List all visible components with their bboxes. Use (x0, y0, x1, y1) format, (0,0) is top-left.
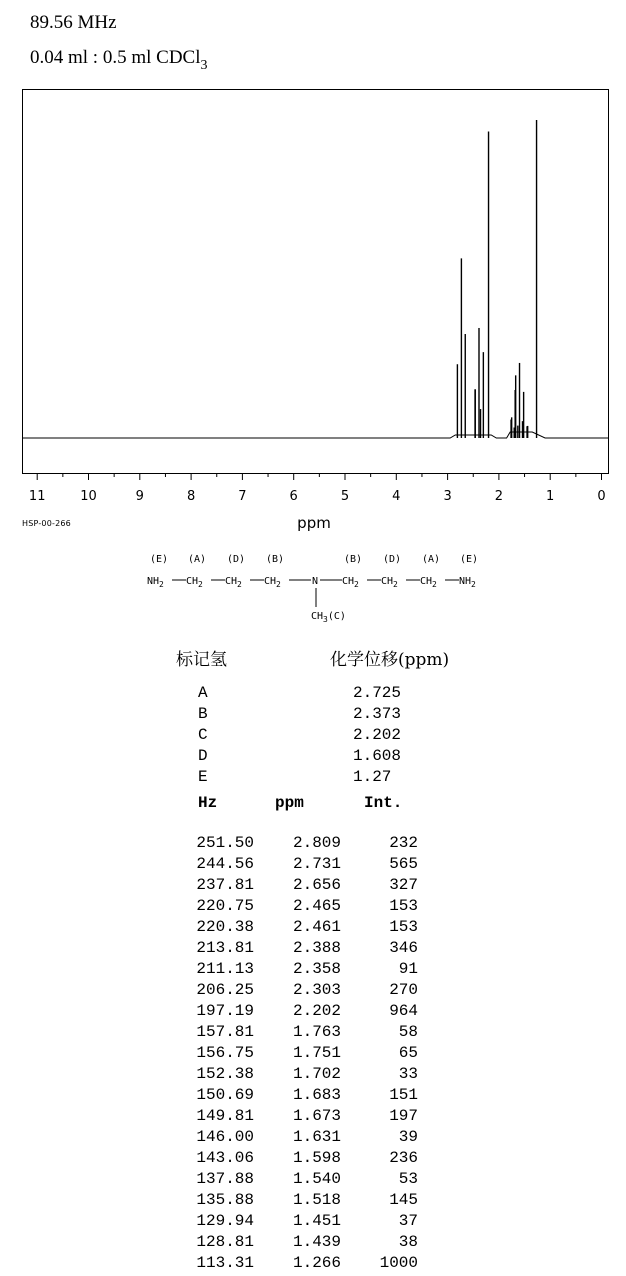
assignment-shift: 1.608 (353, 747, 402, 765)
peak-row (0, 960, 626, 981)
peak-row (0, 1254, 626, 1275)
spectrum-baseline (23, 432, 608, 438)
peak-row (0, 1149, 626, 1170)
peak-int: 153 (389, 918, 418, 936)
peak-row (0, 855, 626, 876)
peak-row (0, 1065, 626, 1086)
peak-ppm: 1.540 (292, 1170, 341, 1188)
label-d-right: (D) (383, 554, 402, 565)
peak-row (0, 1170, 626, 1191)
peak-hz: 237.81 (196, 876, 254, 894)
sample-subscript: 3 (200, 58, 208, 73)
peak-ppm: 2.202 (292, 1002, 341, 1020)
peak-hz: 220.75 (196, 897, 254, 915)
header-ppm: ppm (275, 794, 304, 812)
peak-int: 151 (389, 1086, 418, 1104)
tick-label: 5 (340, 489, 350, 504)
assignment-shift: 2.725 (353, 684, 402, 702)
tick-label: 0 (597, 489, 606, 504)
peak-row (0, 1212, 626, 1233)
peak-hz: 128.81 (196, 1233, 254, 1251)
peak-int: 58 (398, 1023, 418, 1041)
assignment-row (0, 684, 626, 705)
peak-row (0, 1191, 626, 1212)
nmr-spectrum-chart (0, 0, 626, 540)
peak-ppm: 2.465 (292, 897, 341, 915)
plot-frame (23, 90, 609, 474)
peak-row (0, 1002, 626, 1023)
group-ch2-d-left: $CH_2$ (225, 576, 242, 589)
peak-ppm: 2.461 (292, 918, 341, 936)
peak-hz: 157.81 (196, 1023, 254, 1041)
header-int: Int. (364, 794, 403, 812)
x-axis-ticks (29, 473, 606, 504)
peak-hz: 211.13 (196, 960, 254, 978)
peak-row (0, 939, 626, 960)
peak-int: 38 (398, 1233, 418, 1251)
tick-label: 9 (135, 489, 144, 504)
peak-int: 33 (398, 1065, 418, 1083)
group-ch2-d-right: $CH_2$ (381, 576, 398, 589)
peak-row (0, 1086, 626, 1107)
peak-int: 232 (389, 834, 418, 852)
peak-hz: 152.38 (196, 1065, 254, 1083)
assignment-label: B (198, 705, 208, 723)
peak-ppm: 1.702 (292, 1065, 341, 1083)
assignment-label: D (198, 747, 208, 765)
peak-hz: 220.38 (196, 918, 254, 936)
peak-hz: 149.81 (196, 1107, 254, 1125)
tick-label: 11 (28, 489, 46, 504)
peak-ppm: 2.303 (292, 981, 341, 999)
assignment-label: C (198, 726, 208, 744)
peak-row (0, 1044, 626, 1065)
sample-prefix: 0.04 ml : 0.5 ml CDCl (30, 47, 201, 68)
label-b-left: (B) (266, 554, 285, 565)
peak-int: 145 (389, 1191, 418, 1209)
peak-int: 39 (398, 1128, 418, 1146)
tick-label: 6 (289, 489, 298, 504)
label-b-right: (B) (344, 554, 363, 565)
label-e-left: (E) (150, 554, 169, 565)
peak-hz: 146.00 (196, 1128, 254, 1146)
assignment-header-label: 标记氢 (176, 650, 227, 670)
tick-label: 3 (443, 489, 452, 504)
peak-hz: 150.69 (196, 1086, 254, 1104)
peak-hz: 197.19 (196, 1002, 254, 1020)
peak-int: 565 (389, 855, 418, 873)
spectrum-code: HSP-00-266 (22, 519, 71, 528)
peak-hz: 137.88 (196, 1170, 254, 1188)
peak-ppm: 1.518 (292, 1191, 341, 1209)
peak-hz: 206.25 (196, 981, 254, 999)
assignment-row (0, 705, 626, 726)
peak-int: 153 (389, 897, 418, 915)
assignment-label: E (198, 768, 208, 786)
label-e-right: (E) (460, 554, 479, 565)
peak-ppm: 1.266 (292, 1254, 341, 1272)
peak-row (0, 1107, 626, 1128)
peak-int: 327 (389, 876, 418, 894)
assignment-row (0, 768, 626, 789)
peak-lines (457, 120, 536, 438)
peak-row (0, 897, 626, 918)
peak-hz: 251.50 (196, 834, 254, 852)
peak-ppm: 1.439 (292, 1233, 341, 1251)
peak-int: 197 (389, 1107, 418, 1125)
peak-ppm: 1.451 (292, 1212, 341, 1230)
peak-int: 91 (398, 960, 418, 978)
tick-label: 10 (80, 489, 97, 504)
peak-row (0, 918, 626, 939)
peak-int: 346 (389, 939, 418, 957)
assignment-shift: 2.202 (353, 726, 402, 744)
nitrogen-atom: N (312, 576, 319, 587)
peak-hz: 113.31 (196, 1254, 254, 1272)
methyl-group: $CH_3(C)$ (311, 611, 346, 624)
group-nh2-right: $NH_2$ (459, 576, 476, 589)
right-chain (320, 576, 476, 589)
peak-int: 1000 (379, 1254, 418, 1272)
assignment-row (0, 747, 626, 768)
left-chain (147, 576, 311, 589)
peak-ppm: 1.751 (292, 1044, 341, 1062)
assignment-label: A (198, 684, 208, 702)
header-hz: Hz (198, 794, 218, 812)
peak-row (0, 1128, 626, 1149)
assignment-row (0, 726, 626, 747)
peak-ppm: 2.731 (292, 855, 341, 873)
x-axis-label: ppm (297, 514, 331, 532)
peak-hz: 129.94 (196, 1212, 254, 1230)
peak-row (0, 1233, 626, 1254)
peak-int: 270 (389, 981, 418, 999)
assignment-header-shift: 化学位移(ppm) (330, 650, 450, 670)
peak-ppm: 1.598 (292, 1149, 341, 1167)
label-a-left: (A) (188, 554, 207, 565)
peak-hz: 143.06 (196, 1149, 254, 1167)
structure-formula (0, 548, 626, 628)
group-nh2-left: $NH_2$ (147, 576, 164, 589)
frequency-label: 89.56 MHz (30, 12, 117, 33)
peak-int: 53 (398, 1170, 418, 1188)
peak-int: 37 (398, 1212, 418, 1230)
label-a-right: (A) (422, 554, 441, 565)
peak-ppm: 2.388 (292, 939, 341, 957)
tick-label: 1 (546, 489, 555, 504)
tick-label: 2 (494, 489, 504, 504)
peak-int: 964 (389, 1002, 418, 1020)
group-ch2-b-right: $CH_2$ (342, 576, 359, 589)
peak-hz: 244.56 (196, 855, 254, 873)
peak-int: 236 (389, 1149, 418, 1167)
peak-int: 65 (398, 1044, 418, 1062)
peak-ppm: 1.631 (292, 1128, 341, 1146)
peak-ppm: 2.656 (292, 876, 341, 894)
tick-label: 7 (238, 489, 247, 504)
peak-hz: 213.81 (196, 939, 254, 957)
assignment-shift: 2.373 (353, 705, 402, 723)
tick-label: 8 (186, 489, 196, 504)
tick-label: 4 (392, 489, 401, 504)
peak-hz: 156.75 (196, 1044, 254, 1062)
group-ch2-a-right: $CH_2$ (420, 576, 437, 589)
peak-row (0, 1023, 626, 1044)
peak-ppm: 2.809 (292, 834, 341, 852)
group-ch2-b-left: $CH_2$ (264, 576, 281, 589)
peak-row (0, 834, 626, 855)
label-d-left: (D) (227, 554, 246, 565)
peak-ppm: 1.673 (292, 1107, 341, 1125)
peak-row (0, 981, 626, 1002)
peak-ppm: 1.683 (292, 1086, 341, 1104)
group-ch2-a-left: $CH_2$ (186, 576, 203, 589)
peak-ppm: 2.358 (292, 960, 341, 978)
peak-hz: 135.88 (196, 1191, 254, 1209)
peak-row (0, 876, 626, 897)
assignment-shift: 1.27 (353, 768, 392, 786)
peak-ppm: 1.763 (292, 1023, 341, 1041)
